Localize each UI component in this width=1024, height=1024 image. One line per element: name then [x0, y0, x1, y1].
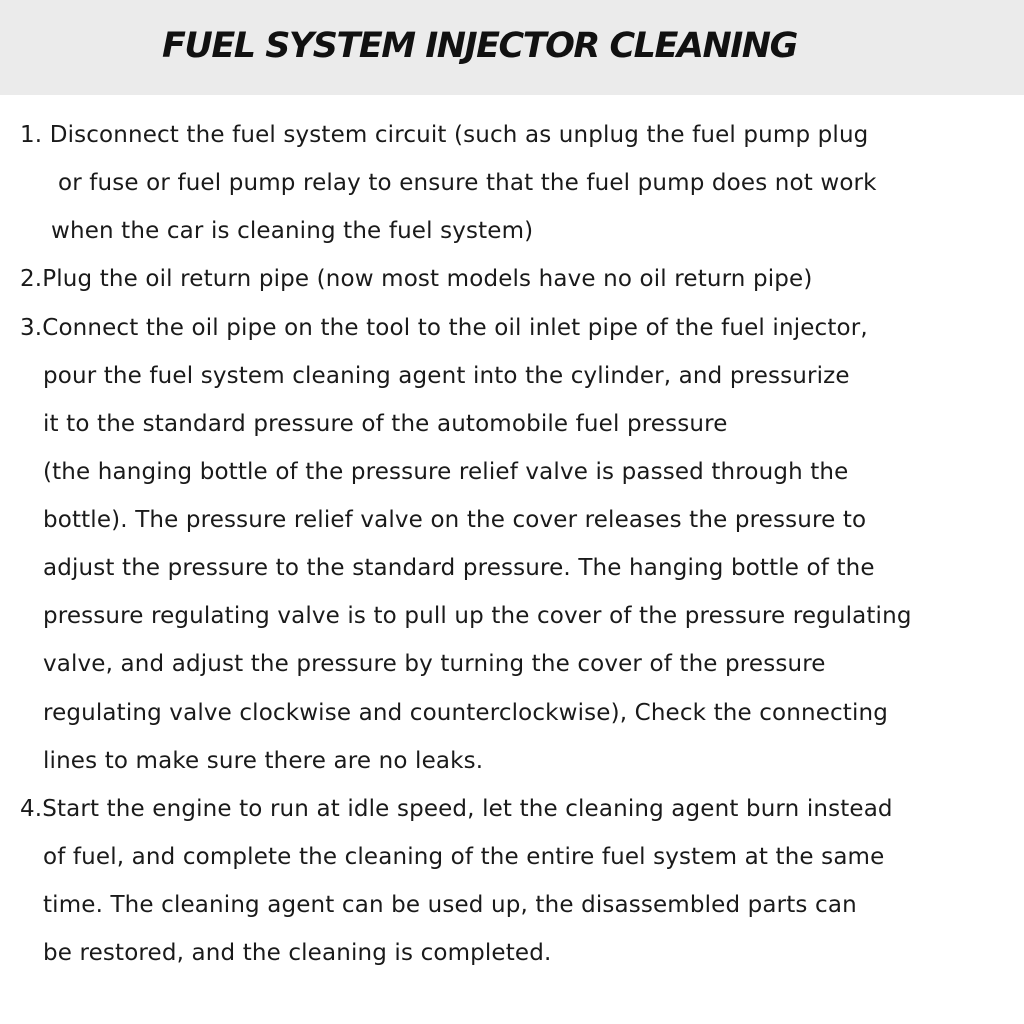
step-line: valve, and adjust the pressure by turning the cover of the pressure [43, 651, 826, 677]
step-line: of fuel, and complete the cleaning of the entire fuel system at the same [43, 844, 885, 870]
step-line: 2.Plug the oil return pipe (now most models have no oil return pipe) [20, 266, 813, 292]
step-line: bottle). The pressure relief valve on the cover releases the pressure to [43, 507, 867, 533]
step-line: when the car is cleaning the fuel system) [51, 218, 534, 244]
step-line: (the hanging bottle of the pressure relief valve is passed through the [43, 459, 849, 485]
step-line: or fuse or fuel pump relay to ensure that the fuel pump does not work [58, 170, 877, 196]
title-banner [0, 0, 1024, 95]
step-line: pressure regulating valve is to pull up the cover of the pressure regulating [43, 603, 912, 629]
step-line: adjust the pressure to the standard pressure. The hanging bottle of the [43, 555, 875, 581]
page-title: FUEL SYSTEM INJECTOR CLEANING [162, 26, 797, 66]
step-line: be restored, and the cleaning is completed. [43, 940, 552, 966]
step-line: 4.Start the engine to run at idle speed, let the cleaning agent burn instead [20, 796, 893, 822]
step-line: lines to make sure there are no leaks. [43, 748, 484, 774]
step-line: pour the fuel system cleaning agent into the cylinder, and pressurize [43, 363, 850, 389]
step-line: regulating valve clockwise and counterclockwise), Check the connecting [43, 700, 888, 726]
step-line: time. The cleaning agent can be used up, the disassembled parts can [43, 892, 857, 918]
step-line: 3.Connect the oil pipe on the tool to the oil inlet pipe of the fuel injector, [20, 315, 868, 341]
step-line: it to the standard pressure of the automobile fuel pressure [43, 411, 728, 437]
step-line: 1. Disconnect the fuel system circuit (such as unplug the fuel pump plug [20, 122, 869, 148]
